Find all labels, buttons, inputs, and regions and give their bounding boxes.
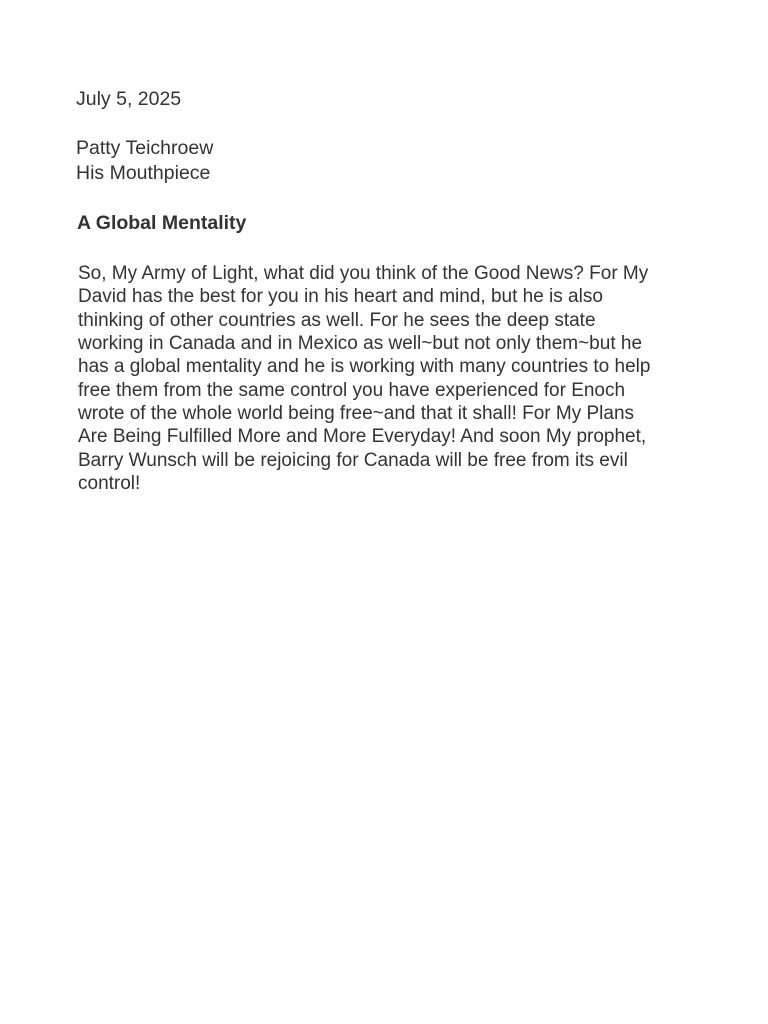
author-name: Patty Teichroew xyxy=(76,137,214,159)
body-line: has a global mentality and he is working with many countries to help xyxy=(78,356,651,378)
body-line: wrote of the whole world being free~and that it shall! For My Plans xyxy=(78,403,635,425)
author-block xyxy=(76,136,213,185)
letter-body xyxy=(78,262,650,495)
body-line: free them from the same control you have experienced for Enoch xyxy=(78,379,626,401)
body-line: control! xyxy=(78,473,141,495)
body-line: David has the best for you in his heart and mind, but he is also xyxy=(78,286,603,308)
body-line: Barry Wunsch will be rejoicing for Canada will be free from its evil xyxy=(78,449,628,471)
author-role: His Mouthpiece xyxy=(76,161,211,184)
body-line: working in Canada and in Mexico as well~but not only them~but he xyxy=(78,333,643,355)
body-line: So, My Army of Light, what did you think of the Good News? For My xyxy=(78,263,649,284)
body-line: Are Being Fulfilled More and More Everyday! And soon My prophet, xyxy=(78,426,647,448)
letter-date: July 5, 2025 xyxy=(76,88,182,110)
body-line: thinking of other countries as well. For he sees the deep state xyxy=(78,309,596,331)
letter-title: A Global Mentality xyxy=(77,212,247,234)
